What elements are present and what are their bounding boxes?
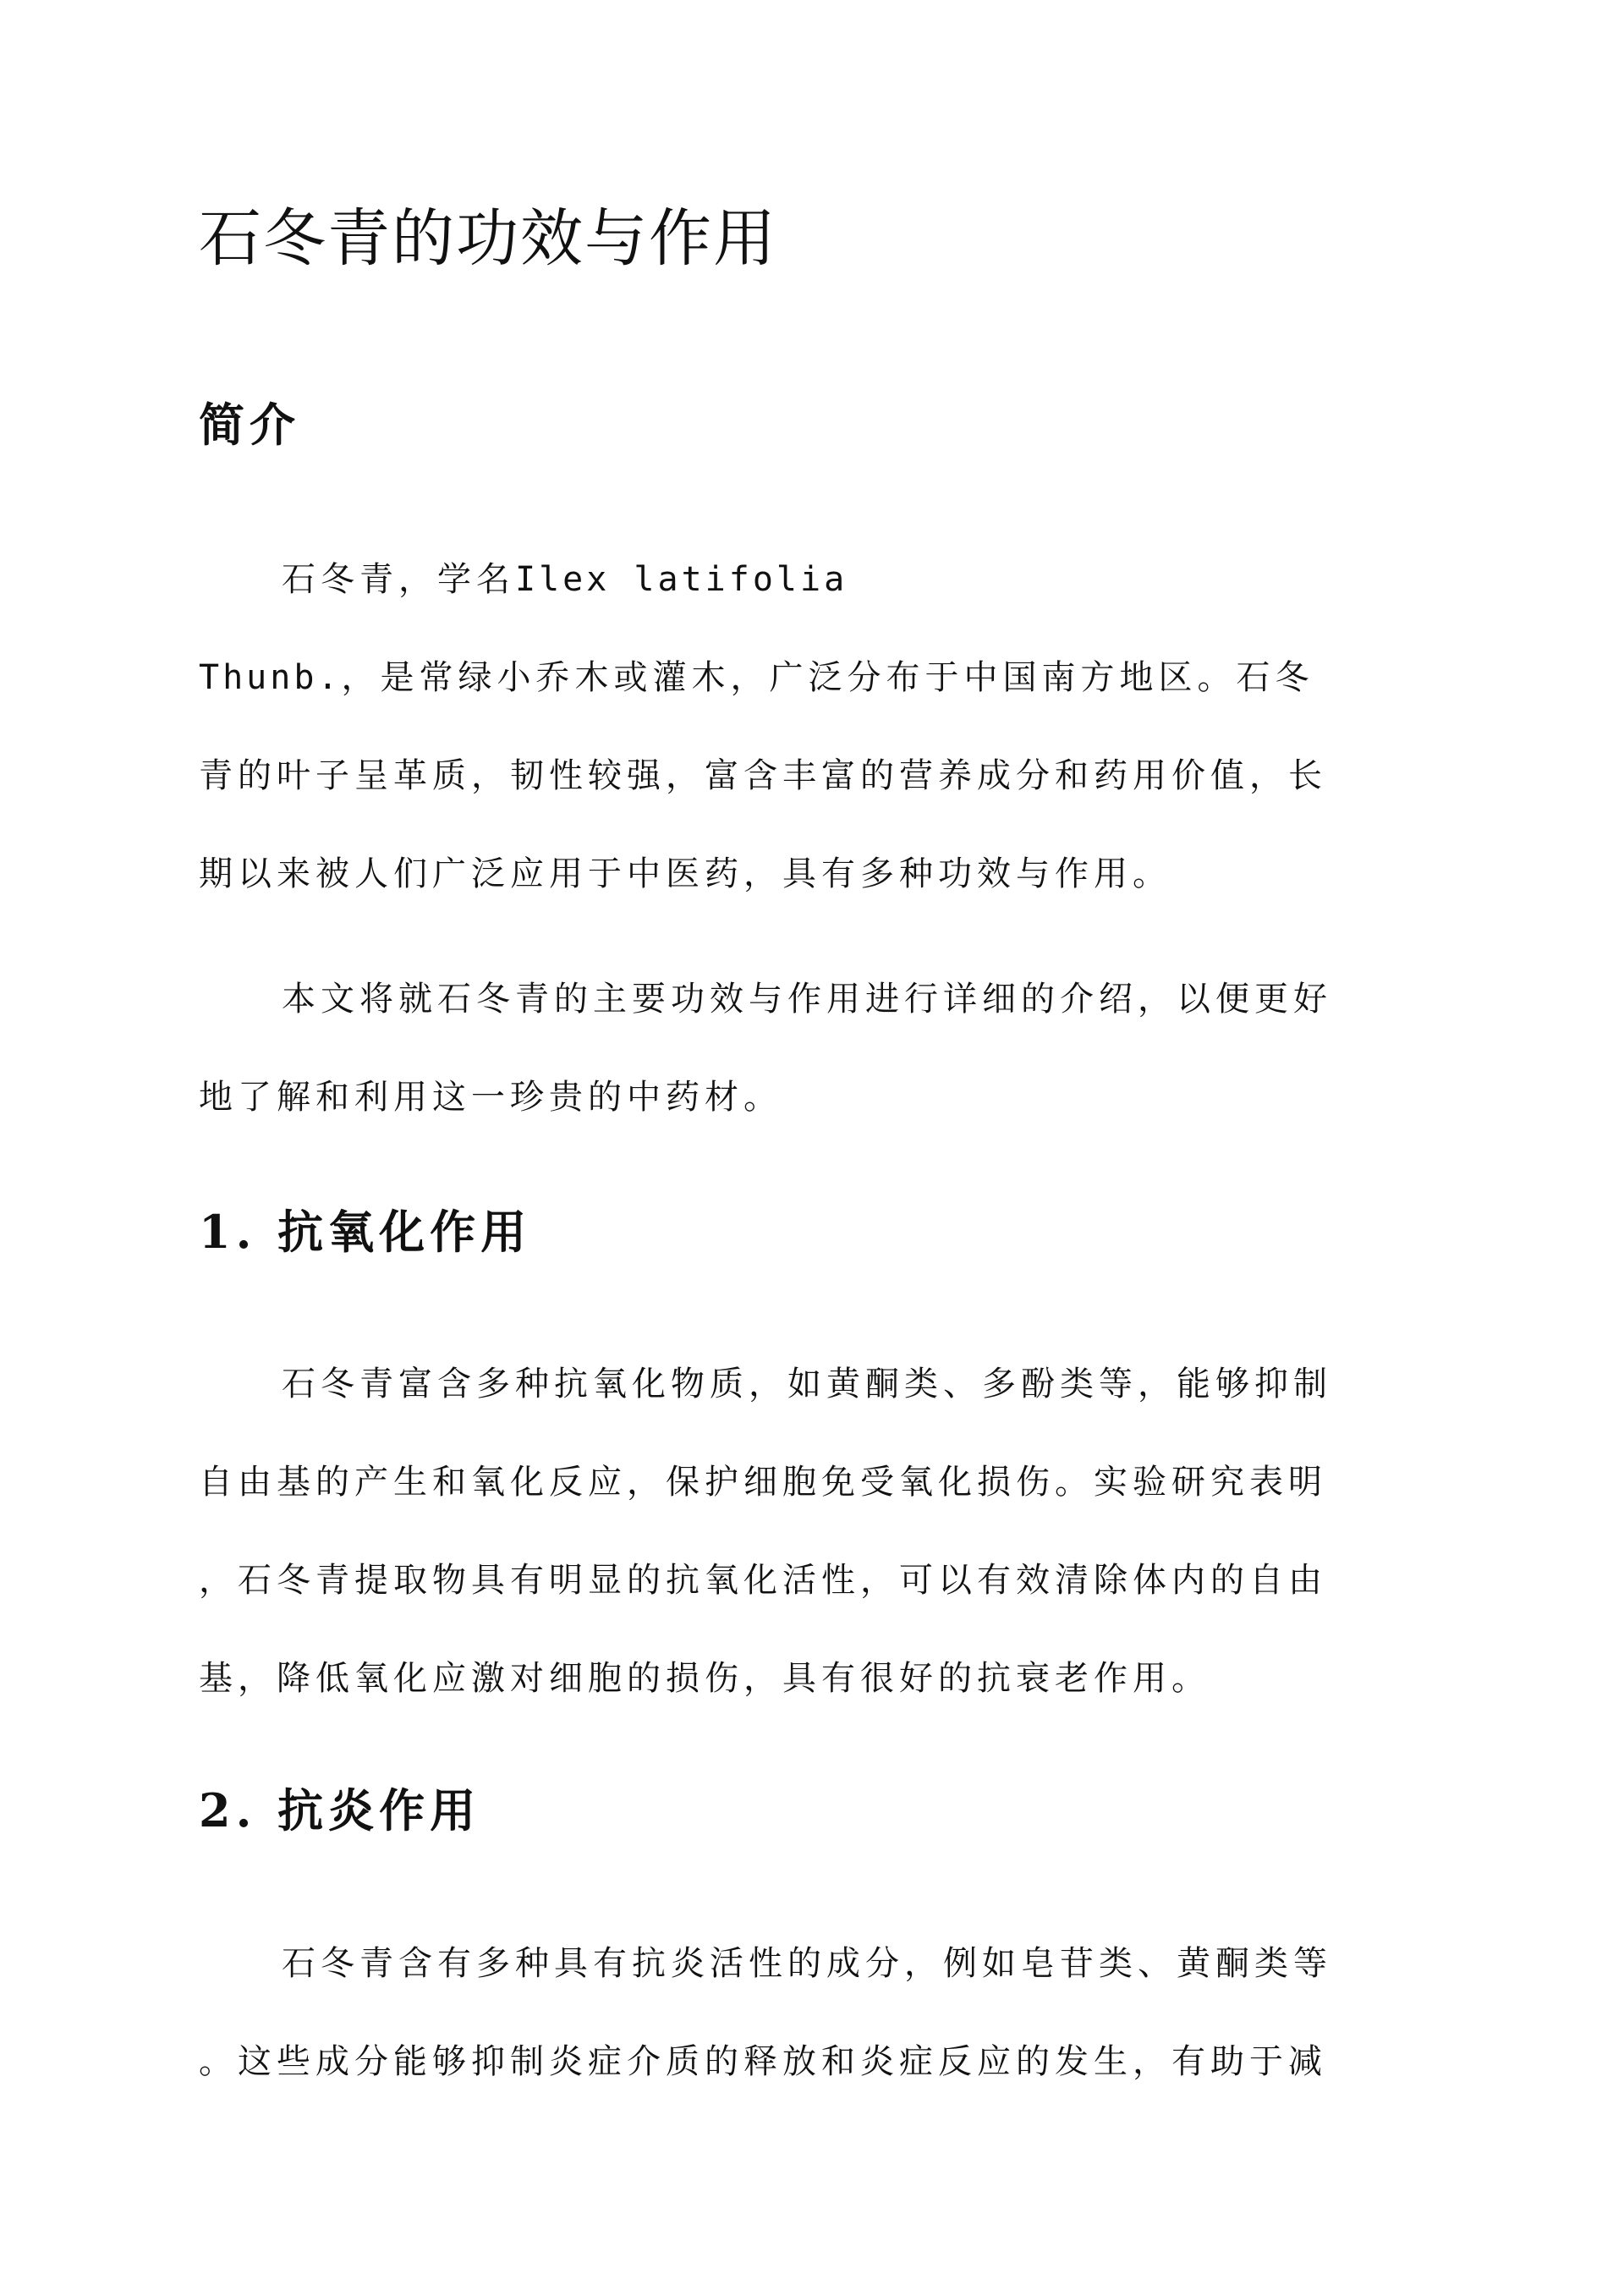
document-title: 石冬青的功效与作用 [199,202,777,275]
section-2-heading: 2. 抗炎作用 [199,1783,481,1837]
intro-p2-line-1: 本文将就石冬青的主要功效与作用进行详细的介绍，以便更好 [282,980,1332,1019]
intro-p1-text: 石冬青，学名 [282,560,515,599]
section-1-paragraph [199,1335,1425,1727]
latin-author: Thunb. [199,658,342,697]
section-1-heading: 1. 抗氧化作用 [199,1205,532,1259]
section-1-line: 石冬青富含多种抗氧化物质，如黄酮类、多酚类等，能够抑制 [282,1365,1332,1403]
section-2-paragraph [199,1914,1425,2111]
intro-paragraph-1 [199,530,1425,923]
section-1-line: ，石冬青提取物具有明显的抗氧化活性，可以有效清除体内的自由 [199,1561,1327,1600]
section-2-line: 石冬青含有多种具有抗炎活性的成分，例如皂苷类、黄酮类等 [282,1944,1332,1983]
intro-p1-line-3: 青的叶子呈革质，韧性较强，富含丰富的营养成分和药用价值，长 [199,756,1327,795]
section-1-line: 基，降低氧化应激对细胞的损伤，具有很好的抗衰老作用。 [199,1659,1210,1698]
intro-p1-line-1 [199,530,1425,629]
latin-name: Ilex latifolia [515,560,848,599]
intro-heading: 简介 [199,398,300,452]
intro-paragraph-2 [199,950,1425,1146]
section-1-line: 自由基的产生和氧化反应，保护细胞免受氧化损伤。实验研究表明 [199,1463,1327,1502]
intro-p1-text: ，是常绿小乔木或灌木，广泛分布于中国南方地区。石冬 [341,658,1314,697]
intro-p1-line-2 [199,629,1425,727]
intro-p2-line-2: 地了解和利用这一珍贵的中药材。 [199,1078,782,1117]
section-2-line: 。这些成分能够抑制炎症介质的释放和炎症反应的发生，有助于减 [199,2042,1327,2081]
intro-p1-line-4: 期以来被人们广泛应用于中医药，具有多种功效与作用。 [199,854,1171,893]
